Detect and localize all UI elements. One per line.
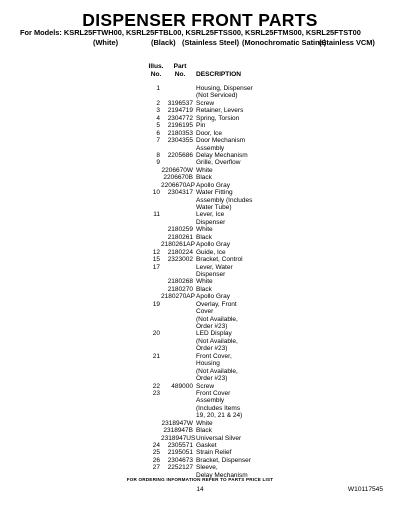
- table-row: [0, 219, 400, 226]
- models-line: For Models: KSRL25FTWH00, KSRL25FTBL00, KSRL25FTSS00, KSRL25FTMS00, KSRL25FTST00: [20, 28, 361, 37]
- illus-number: 19: [152, 300, 160, 308]
- part-description: Front Cover,: [196, 352, 232, 360]
- part-description: White: [196, 226, 213, 234]
- table-row: [0, 264, 400, 271]
- illus-number: 17: [152, 263, 160, 271]
- part-description: Guide, Ice: [196, 248, 226, 256]
- table-row: [0, 375, 400, 382]
- table-row: [0, 323, 400, 330]
- part-number: 2304673: [167, 456, 193, 464]
- part-number: 2318947US: [161, 434, 196, 442]
- table-row: [0, 249, 400, 256]
- table-row: [0, 107, 400, 114]
- table-row: [0, 449, 400, 456]
- table-row: [0, 234, 400, 241]
- illus-number: 23: [152, 389, 160, 397]
- part-number: 2304355: [167, 137, 193, 145]
- part-description: White: [196, 419, 213, 427]
- table-row: [0, 412, 400, 419]
- illus-number: 27: [152, 464, 160, 472]
- table-row: [0, 271, 400, 278]
- illus-no-header: Illus. No.: [148, 63, 164, 78]
- part-description: Water Tube): [196, 204, 232, 211]
- table-row: [0, 100, 400, 107]
- part-description: Universal Silver: [196, 434, 242, 442]
- part-description: Black: [196, 233, 212, 241]
- part-description: Delay Mechanism: [196, 151, 248, 159]
- part-number: 2304317: [167, 189, 193, 197]
- illus-number: 3: [156, 107, 160, 115]
- table-row: [0, 197, 400, 204]
- part-number: 2206670W: [161, 166, 193, 174]
- table-row: [0, 152, 400, 159]
- part-number: 2323002: [167, 256, 193, 264]
- table-row: [0, 383, 400, 390]
- table-row: [0, 115, 400, 122]
- table-row: [0, 189, 400, 196]
- part-number: 2252127: [167, 464, 193, 472]
- part-description: Housing, Dispenser: [196, 85, 253, 92]
- part-description: Cover: [196, 308, 214, 316]
- illus-number: 22: [152, 382, 160, 390]
- part-description: (Not Available,: [196, 367, 238, 375]
- illus-number: 20: [152, 330, 160, 338]
- illus-number: 4: [156, 114, 160, 122]
- table-row: [0, 293, 400, 300]
- part-description: Grille, Overflow: [196, 159, 241, 167]
- table-row: [0, 256, 400, 263]
- table-row: [0, 353, 400, 360]
- part-description: Delay Mechanism: [196, 471, 248, 479]
- table-row: [0, 427, 400, 434]
- part-number: 2318947B: [163, 427, 193, 435]
- table-row: [0, 182, 400, 189]
- part-description: Housing: [196, 360, 220, 368]
- part-description: 19, 20, 21 & 24): [196, 412, 243, 420]
- table-row: [0, 390, 400, 397]
- illus-number: 10: [152, 189, 160, 197]
- part-description: Front Cover: [196, 389, 231, 397]
- part-number: 2205686: [167, 151, 193, 159]
- part-description: Bracket, Dispenser: [196, 456, 251, 464]
- part-description: Door Mechanism: [196, 137, 246, 145]
- part-description: Spring, Torsion: [196, 114, 240, 122]
- part-description: Order #23): [196, 345, 228, 353]
- part-description: Bracket, Control: [196, 256, 243, 264]
- description-header: DESCRIPTION: [196, 71, 242, 78]
- table-row: [0, 330, 400, 337]
- part-number: 2180353: [167, 129, 193, 137]
- part-description: Order #23): [196, 323, 228, 330]
- illus-number: 21: [152, 352, 160, 360]
- table-row: [0, 286, 400, 293]
- part-description: Apollo Gray: [196, 181, 230, 189]
- table-row: [0, 122, 400, 129]
- ordering-note: FOR ORDERING INFORMATION REFER TO PARTS PRICE LIST: [126, 477, 274, 482]
- part-description: Assembly (Includes: [196, 196, 253, 204]
- table-row: [0, 316, 400, 323]
- part-description: Overlay, Front: [196, 300, 237, 308]
- table-row: [0, 226, 400, 233]
- part-description: Sleeve,: [196, 464, 218, 472]
- part-description: White: [196, 278, 213, 286]
- part-number: 2180259: [167, 226, 193, 234]
- illus-number: 2: [156, 99, 160, 107]
- table-row: [0, 241, 400, 248]
- part-number: 2206670B: [163, 174, 193, 182]
- part-description: LED Display: [196, 330, 232, 338]
- part-description: Assembly: [196, 144, 225, 152]
- illus-number: 12: [152, 248, 160, 256]
- table-row: [0, 211, 400, 218]
- page-number: 14: [196, 486, 204, 493]
- finishes-line: [0, 38, 400, 48]
- part-number: 3196537: [167, 99, 193, 107]
- document-number: W10117545: [347, 486, 383, 493]
- table-row: [0, 345, 400, 352]
- finish-stainless-vcm: (Stainless VCM): [319, 38, 375, 47]
- part-number: 489000: [171, 382, 193, 390]
- illus-number: 11: [153, 211, 160, 219]
- table-row: [0, 338, 400, 345]
- part-no-header: Part No.: [173, 63, 187, 78]
- part-number: 2318947W: [161, 419, 193, 427]
- table-row: [0, 435, 400, 442]
- part-description: Screw: [196, 382, 215, 390]
- finish-black: (Black): [151, 38, 176, 47]
- table-row: [0, 368, 400, 375]
- part-description: Dispenser: [196, 270, 226, 278]
- part-description: Lever, Ice: [196, 211, 225, 219]
- table-row: [0, 278, 400, 285]
- part-description: Black: [196, 174, 212, 182]
- illus-number: 6: [156, 129, 160, 137]
- part-description: Gasket: [196, 442, 217, 449]
- table-row: [0, 85, 400, 92]
- finish-white: (White): [93, 38, 119, 47]
- illus-number: 9: [156, 159, 160, 167]
- table-row: [0, 137, 400, 144]
- illus-number: 26: [152, 456, 160, 464]
- table-row: [0, 159, 400, 166]
- part-number: 2180270: [167, 285, 193, 293]
- finish-monochromatic-satina: (Monochromatic Satina): [242, 38, 327, 47]
- part-description: (Includes Items: [196, 404, 241, 412]
- table-row: [0, 130, 400, 137]
- part-description: (Not Serviced): [196, 92, 238, 100]
- part-description: Apollo Gray: [196, 241, 230, 249]
- table-row: [0, 145, 400, 152]
- illus-number: 7: [156, 137, 160, 145]
- table-row: [0, 457, 400, 464]
- part-description: Pin: [196, 122, 206, 130]
- part-description: Water Fitting: [196, 189, 233, 197]
- part-description: Lever, Water: [196, 263, 233, 271]
- table-row: [0, 301, 400, 308]
- part-description: Door, Ice: [196, 129, 223, 137]
- illus-number: 24: [152, 442, 160, 449]
- illus-number: 15: [152, 256, 160, 264]
- table-row: [0, 360, 400, 367]
- table-row: [0, 442, 400, 449]
- illus-number: 1: [156, 85, 160, 92]
- part-description: (Not Available,: [196, 315, 238, 323]
- finish-stainless-steel: (Stainless Steel): [182, 38, 240, 47]
- illus-number: 25: [152, 449, 160, 457]
- table-row: [0, 167, 400, 174]
- part-description: Dispenser: [196, 218, 226, 226]
- illus-number: 8: [156, 151, 160, 159]
- part-number: 2196195: [167, 122, 193, 130]
- part-number: 2180224: [167, 248, 193, 256]
- table-row: [0, 308, 400, 315]
- part-description: Assembly: [196, 397, 225, 405]
- table-row: [0, 464, 400, 471]
- table-row: [0, 92, 400, 99]
- part-number: 2206670AP: [161, 181, 195, 189]
- part-description: (Not Available,: [196, 337, 238, 345]
- part-number: 2180261: [167, 233, 193, 241]
- part-number: 2180268: [167, 278, 193, 286]
- part-description: Strain Relief: [196, 449, 232, 457]
- part-description: Apollo Gray: [196, 293, 230, 301]
- part-number: 2180270AP: [161, 293, 195, 301]
- illus-number: 5: [156, 122, 160, 130]
- part-description: Retainer, Levers: [196, 107, 244, 115]
- part-number: 2304772: [167, 114, 193, 122]
- table-row: [0, 174, 400, 181]
- part-description: Order #23): [196, 375, 228, 383]
- table-row: [0, 397, 400, 404]
- part-number: 2180261AP: [161, 241, 195, 249]
- table-row: [0, 420, 400, 427]
- part-number: 2195051: [167, 449, 193, 457]
- part-number: 2194719: [167, 107, 193, 115]
- part-description: White: [196, 166, 213, 174]
- parts-list: [0, 85, 400, 479]
- part-description: Black: [196, 427, 212, 435]
- part-description: Black: [196, 285, 212, 293]
- table-row: [0, 405, 400, 412]
- page-title: DISPENSER FRONT PARTS: [82, 10, 318, 30]
- table-row: [0, 204, 400, 211]
- part-number: 2305571: [167, 442, 193, 449]
- part-description: Screw: [196, 99, 215, 107]
